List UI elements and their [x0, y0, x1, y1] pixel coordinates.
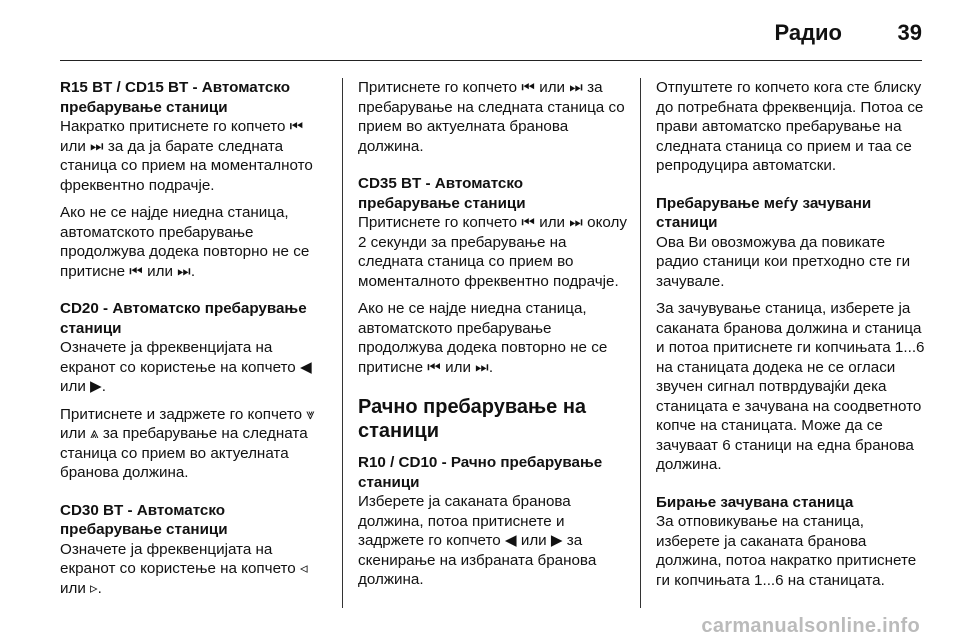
page-number: 39	[897, 20, 922, 45]
column-2	[358, 78, 628, 598]
section-heading: CD30 BT - Автоматско пребарување станици	[60, 501, 228, 538]
paragraph: Ова Ви овозможува да повикате радио станици кои претходно сте ги зачувале.	[656, 233, 911, 290]
paragraph: За зачувување станица, изберете ја саканата бранова должина и станица и потоа притиснете ги копчињата 1...6 на станицата додека не се огласи звучен сигнал потврдувајќи дека станицата е зачувана на соодветното копче на станицата. Може да се зачуваат 6 станици на една бранова должина.	[656, 300, 925, 473]
watermark: carmanualsonline.info	[701, 615, 920, 637]
section-heading: Бирање зачувана станица	[656, 493, 854, 511]
section-heading: Пребарување меѓу зачувани станици	[656, 194, 872, 231]
paragraph: За отповикување на станица, изберете ја саканата бранова должина, потоа накратко притиснете ги копчињата 1...6 на станицата.	[656, 513, 917, 589]
column-3	[656, 78, 926, 598]
section-heading: CD20 - Автоматско пребарување станици	[60, 300, 307, 337]
paragraph: Притиснете и задржете го копчето ⩔ или ⩓ за пребарување на следната станица со прием во актуелната бранова должина.	[60, 405, 315, 481]
paragraph: Изберете ја саканата бранова должина, потоа притиснете и задржете го копчето ◀ или ▶ за скенирање на избраната бранова должина.	[358, 493, 597, 588]
section-heading: R15 BT / CD15 BT - Автоматско пребарување станици	[60, 79, 291, 116]
section-heading: CD35 BT - Автоматско пребарување станици	[358, 175, 526, 212]
column-1	[60, 78, 330, 606]
paragraph: Ако не се најде ниедна станица, автоматското пребарување продолжува додека повторно не се притисне ⏮ или ⏭.	[358, 300, 608, 376]
column-divider-2	[640, 78, 641, 608]
paragraph: Отпуштете го копчето кога сте блиску до потребната фреквенција. Потоа се прави автоматско пребарување на следната станица со прием и таа се репродуцира автоматски.	[656, 79, 924, 174]
section-heading: R10 / CD10 - Рачно пребарување станици	[358, 454, 603, 491]
header-rule	[60, 60, 922, 61]
paragraph: Означете ја фреквенцијата на екранот со користење на копчето ◃ или ▹.	[60, 540, 308, 597]
paragraph: Накратко притиснете го копчето ⏮ или ⏭ за да ја барате следната станица со прием на моменталното фреквентно подрачје.	[60, 118, 313, 194]
paragraph: Означете ја фреквенцијата на екранот со користење на копчето ◀ или ▶.	[60, 339, 312, 395]
paragraph: Ако не се најде ниедна станица, автоматското пребарување продолжува додека повторно не се притисне ⏮ или ⏭.	[60, 204, 310, 280]
column-divider-1	[342, 78, 343, 608]
paragraph: Притиснете го копчето ⏮ или ⏭ околу 2 секунди за пребарување на следната станица со прием во моменталното фреквентно подрачје.	[358, 214, 627, 290]
page-title: Радио	[774, 20, 842, 45]
paragraph: Притиснете го копчето ⏮ или ⏭ за пребарување на следната станица со прием во актуелната бранова должина.	[358, 79, 625, 155]
page-header	[0, 0, 960, 62]
chapter-heading: Рачно пребарување на станици	[358, 396, 587, 442]
